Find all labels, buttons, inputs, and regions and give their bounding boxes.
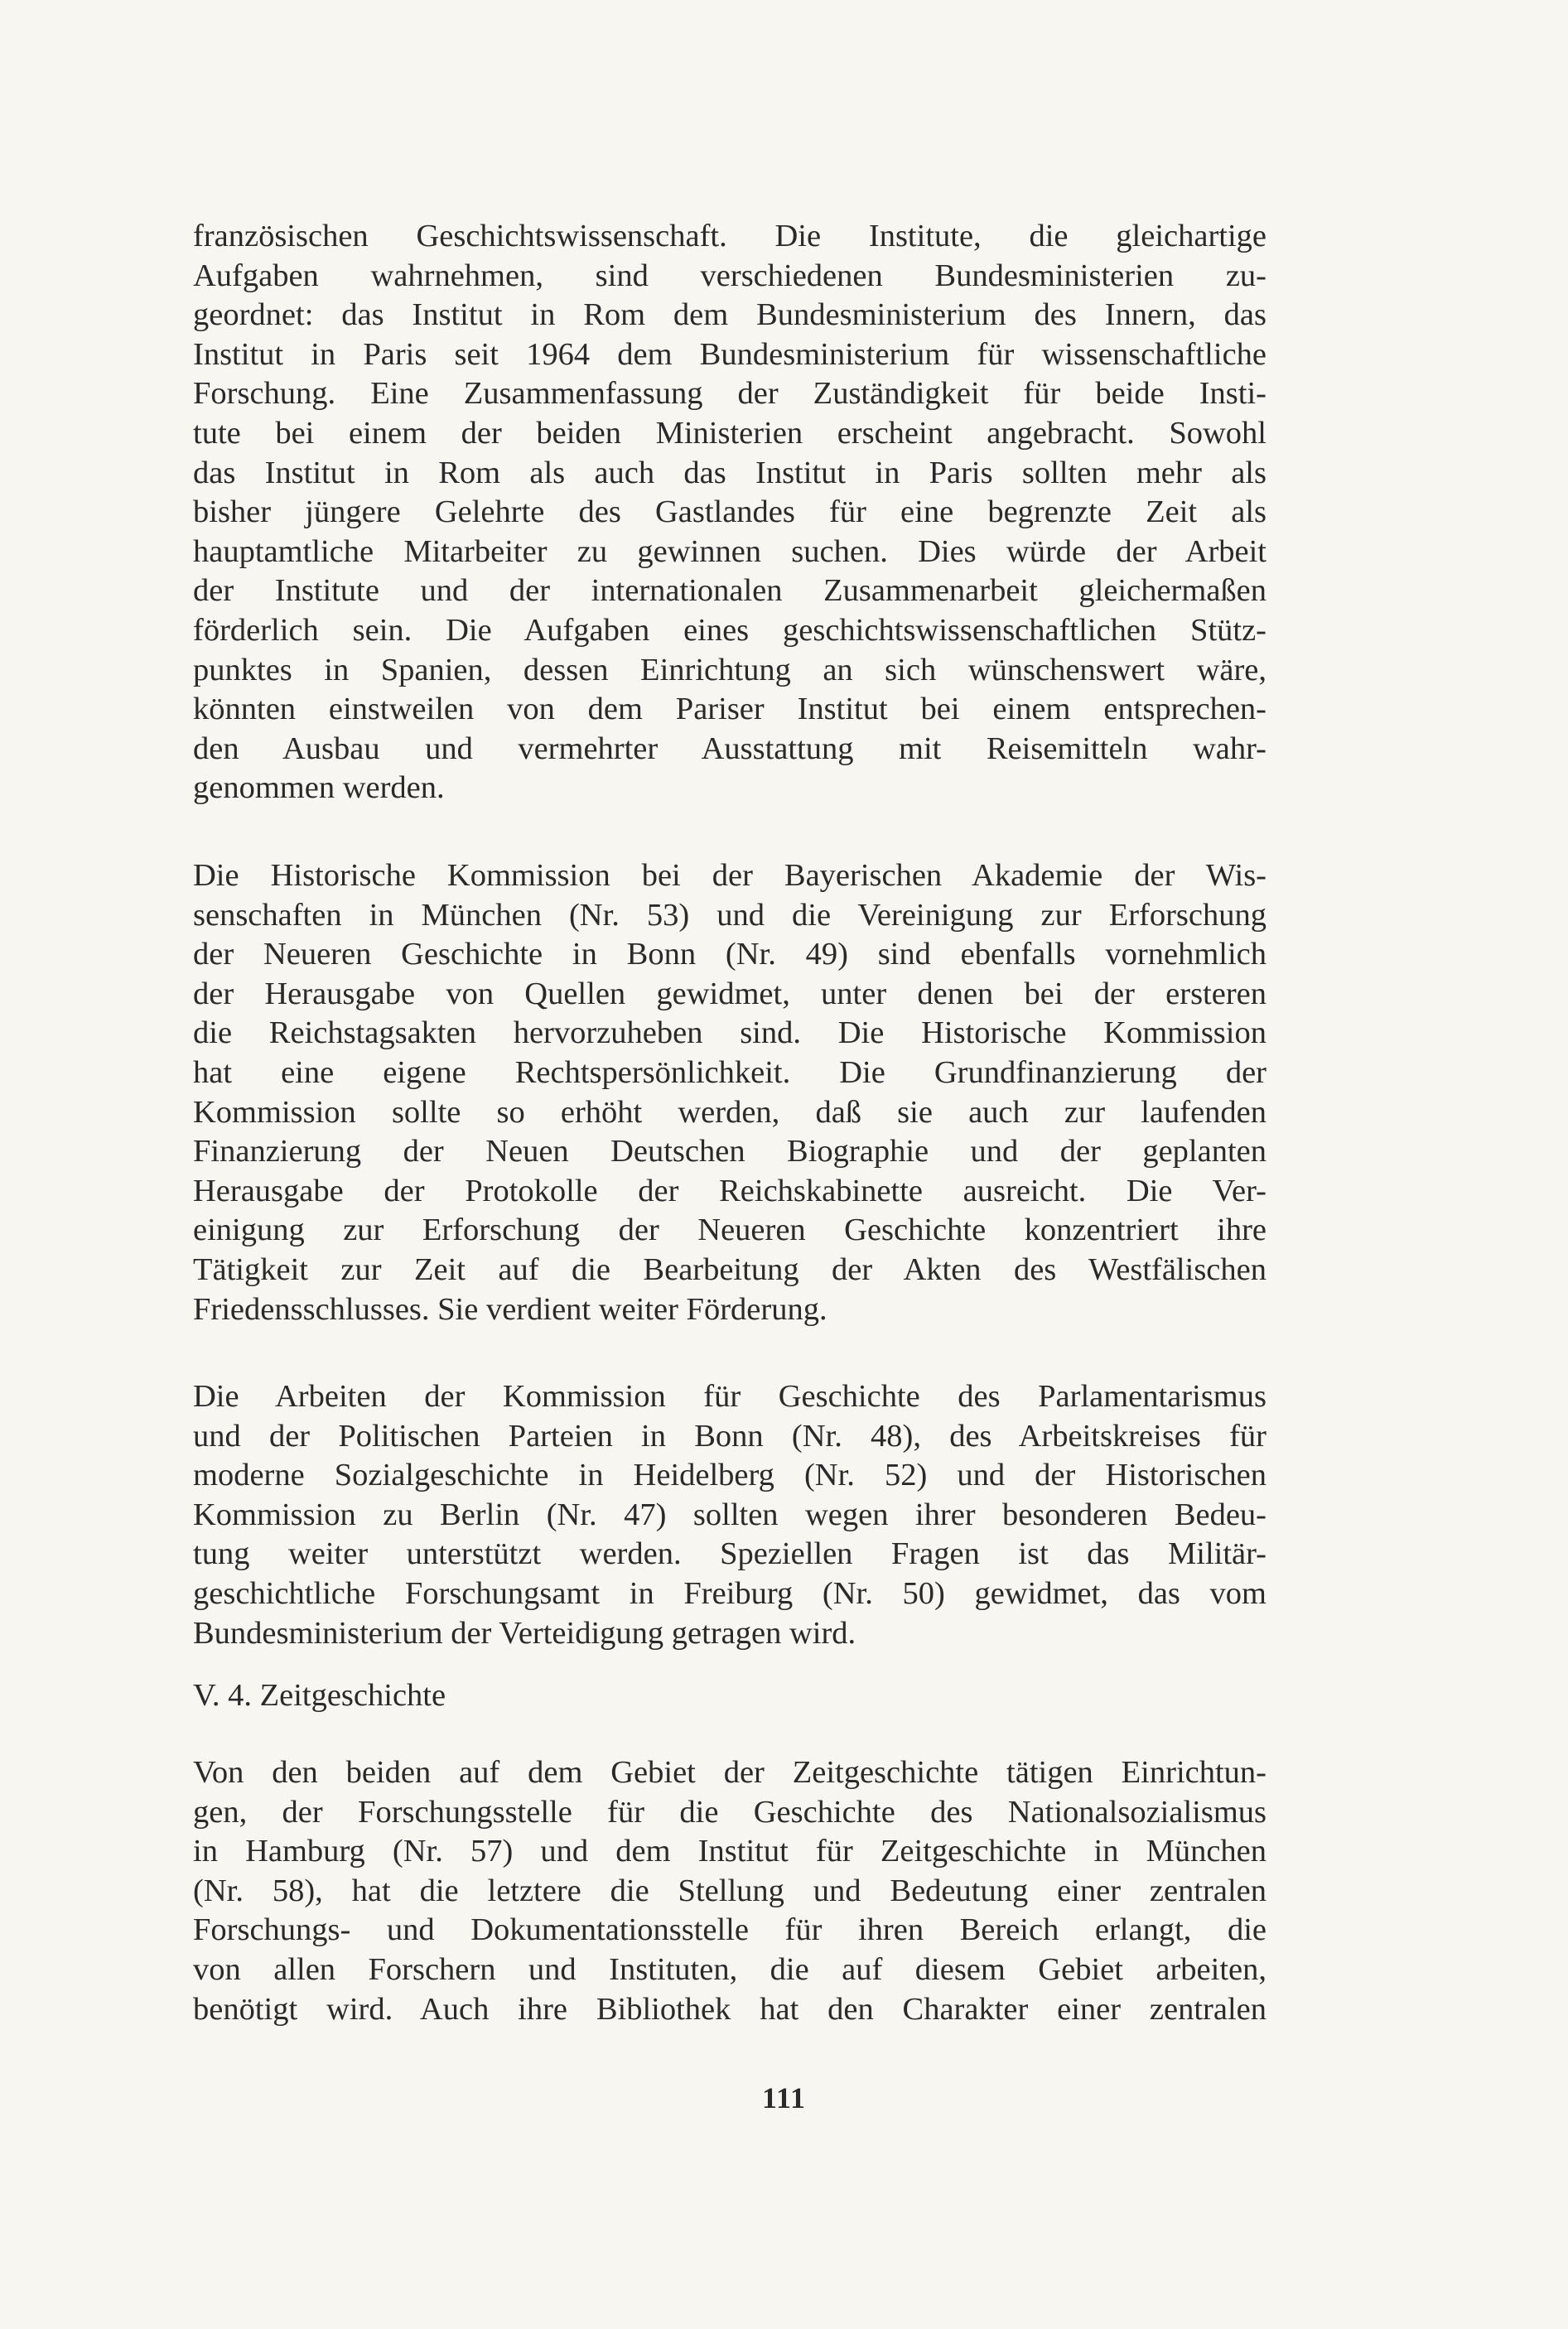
text-line: Von den beiden auf dem Gebiet der Zeitgeschichte tätigen Einrichtun- (193, 1755, 1266, 1790)
text-line: der Institute und der internationalen Zusammenarbeit gleichermaßen (193, 573, 1266, 609)
text-line: Forschungs- und Dokumentationsstelle für ihren Bereich erlangt, die (193, 1912, 1266, 1948)
text-line: einigung zur Erforschung der Neueren Geschichte konzentriert ihre (193, 1213, 1266, 1248)
text-line: punktes in Spanien, dessen Einrichtung an sich wünschenswert wäre, (193, 652, 1266, 687)
text-line: könnten einstweilen von dem Pariser Institut bei einem entsprechen- (193, 692, 1266, 727)
text-line: der Neueren Geschichte in Bonn (Nr. 49) sind ebenfalls vornehmlich (193, 937, 1266, 972)
text-line: von allen Forschern und Instituten, die auf diesem Gebiet arbeiten, (193, 1951, 1266, 1987)
text-line: in Hamburg (Nr. 57) und dem Institut für Zeitgeschichte in München (193, 1834, 1266, 1869)
text-line: tung weiter unterstützt werden. Speziellen Fragen ist das Militär- (193, 1536, 1266, 1572)
text-line: Kommission sollte so erhöht werden, daß sie auch zur laufenden (193, 1094, 1266, 1130)
text-line: (Nr. 58), hat die letztere die Stellung und Bedeutung einer zentralen (193, 1873, 1266, 1908)
text-line: Kommission zu Berlin (Nr. 47) sollten wegen ihrer besonderen Bedeu- (193, 1497, 1266, 1532)
text-line: und der Politischen Parteien in Bonn (Nr. 48), des Arbeitskreises für (193, 1418, 1266, 1454)
section-heading: V. 4. Zeitgeschichte (193, 1678, 446, 1713)
text-line: geordnet: das Institut in Rom dem Bundesministerium des Innern, das (193, 297, 1266, 333)
paragraph-4 (193, 1753, 1266, 2029)
text-line: hat eine eigene Rechtspersönlichkeit. Die Grundfinanzierung der (193, 1054, 1266, 1090)
text-line: Institut in Paris seit 1964 dem Bundesministerium für wissenschaftliche (193, 336, 1266, 372)
page-number: 111 (761, 2081, 807, 2114)
text-line: gen, der Forschungsstelle für die Geschichte des Nationalsozialismus (193, 1794, 1266, 1830)
text-line: Die Historische Kommission bei der Bayerischen Akademie der Wis- (193, 858, 1266, 893)
text-line: Herausgabe der Protokolle der Reichskabinette ausreicht. Die Ver- (193, 1173, 1266, 1208)
text-line: förderlich sein. Die Aufgaben eines geschichtswissenschaftlichen Stütz- (193, 612, 1266, 648)
text-line: der Herausgabe von Quellen gewidmet, unter denen bei der ersteren (193, 976, 1266, 1011)
text-line: moderne Sozialgeschichte in Heidelberg (Nr. 52) und der Historischen (193, 1458, 1266, 1493)
text-line: Finanzierung der Neuen Deutschen Biographie und der geplanten (193, 1134, 1266, 1169)
text-line: französischen Geschichtswissenschaft. Die Institute, die gleichartige (193, 219, 1266, 253)
text-line: genommen werden. (193, 770, 445, 806)
text-line: das Institut in Rom als auch das Institut in Paris sollten mehr als (193, 455, 1266, 490)
text-line: den Ausbau und vermehrter Ausstattung mit Reisemitteln wahr- (193, 731, 1266, 766)
paragraph-1 (193, 217, 1266, 808)
text-line: hauptamtliche Mitarbeiter zu gewinnen suchen. Dies würde der Arbeit (193, 533, 1266, 569)
text-line: Bundesministerium der Verteidigung getragen wird. (193, 1615, 856, 1651)
text-line: geschichtliche Forschungsamt in Freiburg (Nr. 50) gewidmet, das vom (193, 1575, 1266, 1611)
text-line: die Reichstagsakten hervorzuheben sind. Die Historische Kommission (193, 1015, 1266, 1051)
paragraph-2 (193, 856, 1266, 1329)
text-line: Forschung. Eine Zusammenfassung der Zuständigkeit für beide Insti- (193, 376, 1266, 412)
text-line: Die Arbeiten der Kommission für Geschichte des Parlamentarismus (193, 1379, 1266, 1414)
text-line: Aufgaben wahrnehmen, sind verschiedenen Bundesministerien zu- (193, 258, 1266, 293)
text-line: Tätigkeit zur Zeit auf die Bearbeitung der Akten des Westfälischen (193, 1251, 1266, 1287)
text-line: benötigt wird. Auch ihre Bibliothek hat den Charakter einer zentralen (193, 1991, 1266, 2027)
text-line: senschaften in München (Nr. 53) und die Vereinigung zur Erforschung (193, 897, 1266, 933)
paragraph-3 (193, 1377, 1266, 1653)
text-line: bisher jüngere Gelehrte des Gastlandes für eine begrenzte Zeit als (193, 494, 1266, 530)
text-line: Friedensschlusses. Sie verdient weiter Förderung. (193, 1291, 827, 1327)
text-line: tute bei einem der beiden Ministerien erscheint angebracht. Sowohl (193, 415, 1266, 451)
